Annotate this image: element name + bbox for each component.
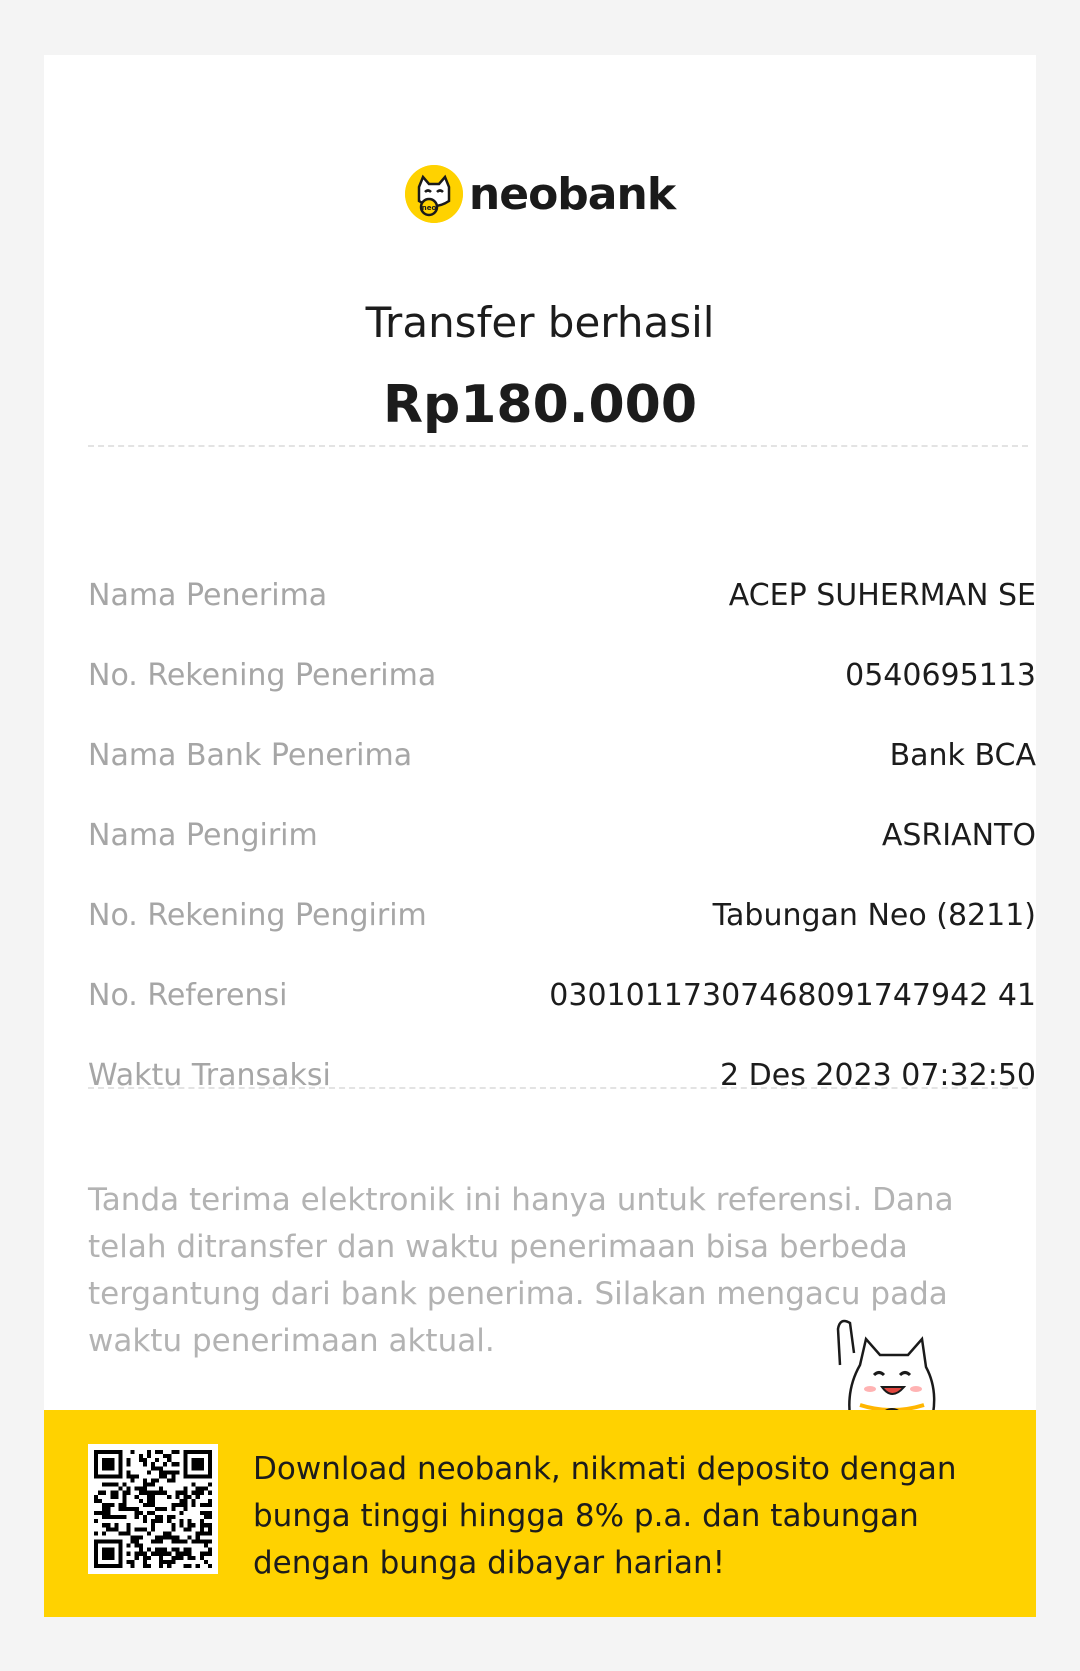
svg-text:neo: neo xyxy=(421,204,437,212)
detail-label: No. Rekening Pengirim xyxy=(88,897,427,933)
detail-value: 0540695113 xyxy=(845,657,1036,693)
detail-label: Nama Bank Penerima xyxy=(88,737,413,773)
detail-value: 03010117307468091747942 41 xyxy=(549,977,1036,1013)
detail-value: Bank BCA xyxy=(889,737,1036,773)
detail-row-transaction-time xyxy=(88,1035,1036,1115)
detail-value: ACEP SUHERMAN SE xyxy=(728,577,1036,613)
detail-row-recipient-bank xyxy=(88,715,1036,795)
divider-bottom xyxy=(88,1087,1028,1089)
detail-label: Nama Pengirim xyxy=(88,817,318,853)
transfer-amount: Rp180.000 xyxy=(382,375,698,435)
detail-label: Waktu Transaksi xyxy=(88,1057,331,1093)
page-title: Transfer berhasil xyxy=(365,298,715,347)
detail-label: No. Referensi xyxy=(88,977,288,1013)
brand-logo xyxy=(44,159,1036,229)
receipt-card xyxy=(44,55,1036,1617)
detail-label: Nama Penerima xyxy=(88,577,328,613)
divider-top xyxy=(88,445,1028,447)
detail-row-sender-name xyxy=(88,795,1036,875)
banner-text: Download neobank, nikmati deposito dengan bunga tinggi hingga 8% p.a. dan tabungan dengan bunga dibayar harian! xyxy=(253,1451,957,1581)
detail-row-sender-account xyxy=(88,875,1036,955)
brand-name: neobank xyxy=(468,168,676,220)
detail-value: 2 Des 2023 07:32:50 xyxy=(720,1057,1036,1093)
detail-value: ASRIANTO xyxy=(881,817,1036,853)
disclaimer-note: Tanda terima elektronik ini hanya untuk referensi. Dana telah ditransfer dan waktu penerimaan bisa berbeda tergantung dari bank penerima. Silakan mengacu pada waktu penerimaan aktual. xyxy=(88,1182,954,1359)
detail-value: Tabungan Neo (8211) xyxy=(712,897,1036,933)
detail-list xyxy=(88,555,1036,1115)
download-banner[interactable] xyxy=(44,1410,1036,1617)
qr-code-icon[interactable] xyxy=(88,1444,218,1574)
cat-coin-icon xyxy=(405,165,463,223)
detail-label: No. Rekening Penerima xyxy=(88,657,437,693)
detail-row-reference xyxy=(88,955,1036,1035)
detail-row-recipient-name xyxy=(88,555,1036,635)
detail-row-recipient-account xyxy=(88,635,1036,715)
